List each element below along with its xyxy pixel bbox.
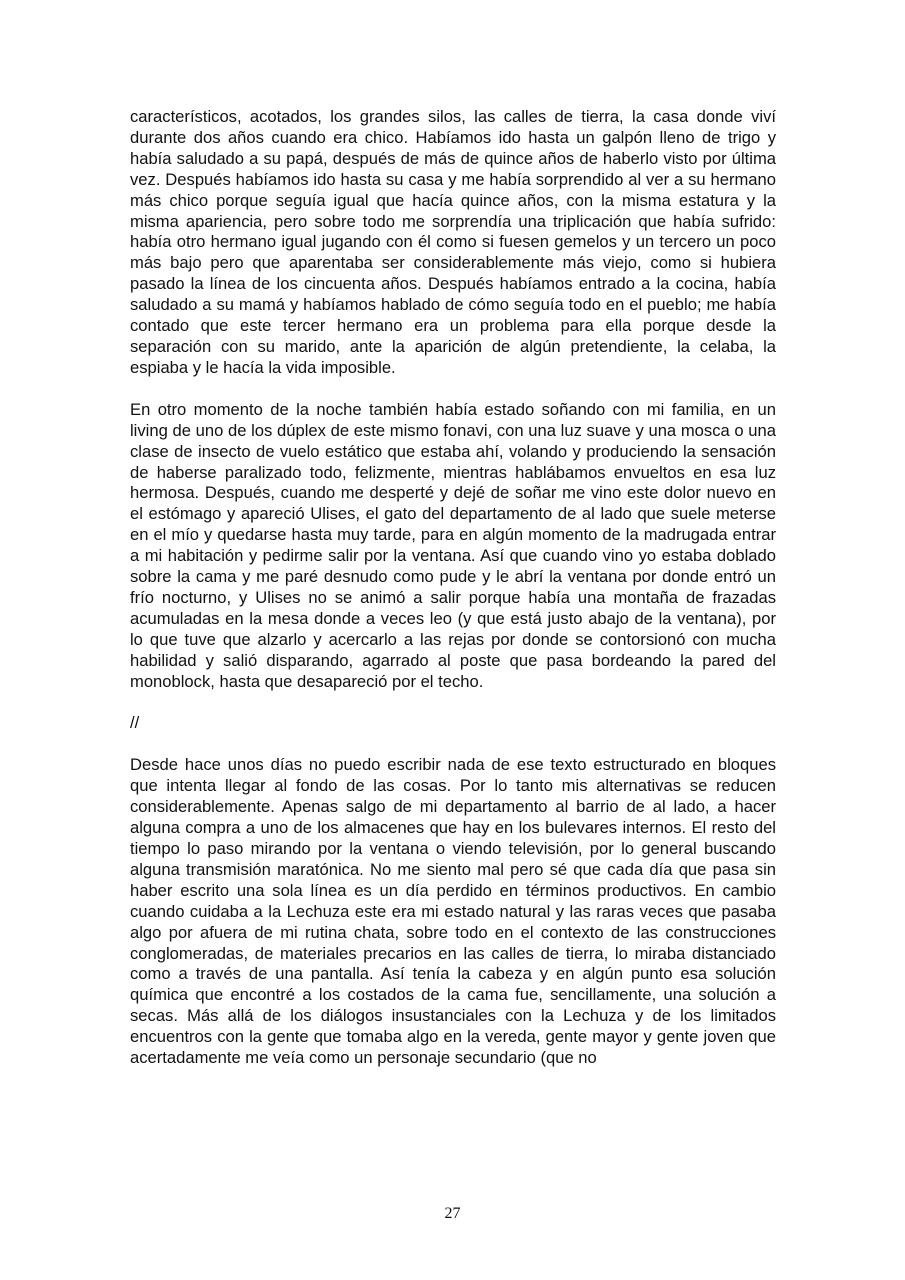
section-separator: // bbox=[130, 713, 140, 733]
page-number: 27 bbox=[444, 1205, 461, 1222]
paragraph-3: Desde hace unos días no puedo escribir nada de ese texto estructurado en bloques que intenta llegar al fondo de las cosas. Por lo tanto mis alternativas se reducen considerablemente. Apenas salgo de mi departamento al barrio de al lado, a hacer alguna compra a uno de los almacenes que hay en los bulevares internos. El resto del tiempo lo paso mirando por la ventana o viendo televisión, por lo general buscando alguna transmisión maratónica. No me siento mal pero sé que cada día que pasa sin haber escrito una sola línea es un día perdido en términos productivos. En cambio cuando cuidaba a la Lechuza este era mi estado natural y las raras veces que pasaba algo por afuera de mi rutina chata, sobre todo en el contexto de las construcciones conglomeradas, de materiales precarios en las calles de tierra, lo miraba distanciado como a través de una pantalla. Así tenía la cabeza y en algún punto esa solución química que encontré a los costados de la cama fue, sencillamente, una solución a secas. Más allá de los diálogos insustanciales con la Lechuza y de los limitados encuentros con la gente que tomaba algo en la vereda, gente mayor y gente joven que acertadamente me veía como un personaje secundario (que no bbox=[130, 755, 776, 1068]
page-body bbox=[130, 107, 776, 1090]
paragraph-2: En otro momento de la noche también había estado soñando con mi familia, en un living de uno de los dúplex de este mismo fonavi, con una luz suave y una mosca o una clase de insecto de vuelo estático que estaba ahí, volando y produciendo la sensación de haberse paralizado todo, felizmente, mientras hablábamos envueltos en esa luz hermosa. Después, cuando me desperté y dejé de soñar me vino este dolor nuevo en el estómago y apareció Ulises, el gato del departamento de al lado que suele meterse en el mío y quedarse hasta muy tarde, para en algún momento de la madrugada entrar a mi habitación y pedirme salir por la ventana. Así que cuando vino yo estaba doblado sobre la cama y me paré desnudo como pude y le abrí la ventana por donde entró un frío nocturno, y Ulises no se animó a salir porque había una montaña de frazadas acumuladas en la mesa donde a veces leo (y que está justo abajo de la ventana), por lo que tuve que alzarlo y acercarlo a las rejas por donde se contorsionó con mucha habilidad y salió disparando, agarrado al poste que pasa bordeando la pared del monoblock, hasta que desapareció por el techo. bbox=[130, 399, 776, 691]
paragraph-1: característicos, acotados, los grandes silos, las calles de tierra, la casa donde viví durante dos años cuando era chico. Habíamos ido hasta un galpón lleno de trigo y había saludado a su papá, después de más de quince años de haberlo visto por última vez. Después habíamos ido hasta su casa y me había sorprendido al ver a su hermano más chico porque seguía igual que hacía quince años, con la misma estatura y la misma apariencia, pero sobre todo me sorprendía una triplicación que había sufrido: había otro hermano igual jugando con él como si fuesen gemelos y un tercero un poco más bajo pero que aparentaba ser considerablemente más viejo, como si hubiera pasado la línea de los cincuenta años. Después habíamos entrado a la cocina, había saludado a su mamá y habíamos hablado de cómo seguía todo en el pueblo; me había contado que este tercer hermano era un problema para ella porque desde la separación con su marido, ante la aparición de algún pretendiente, la celaba, la espiaba y le hacía la vida imposible. bbox=[130, 107, 776, 377]
